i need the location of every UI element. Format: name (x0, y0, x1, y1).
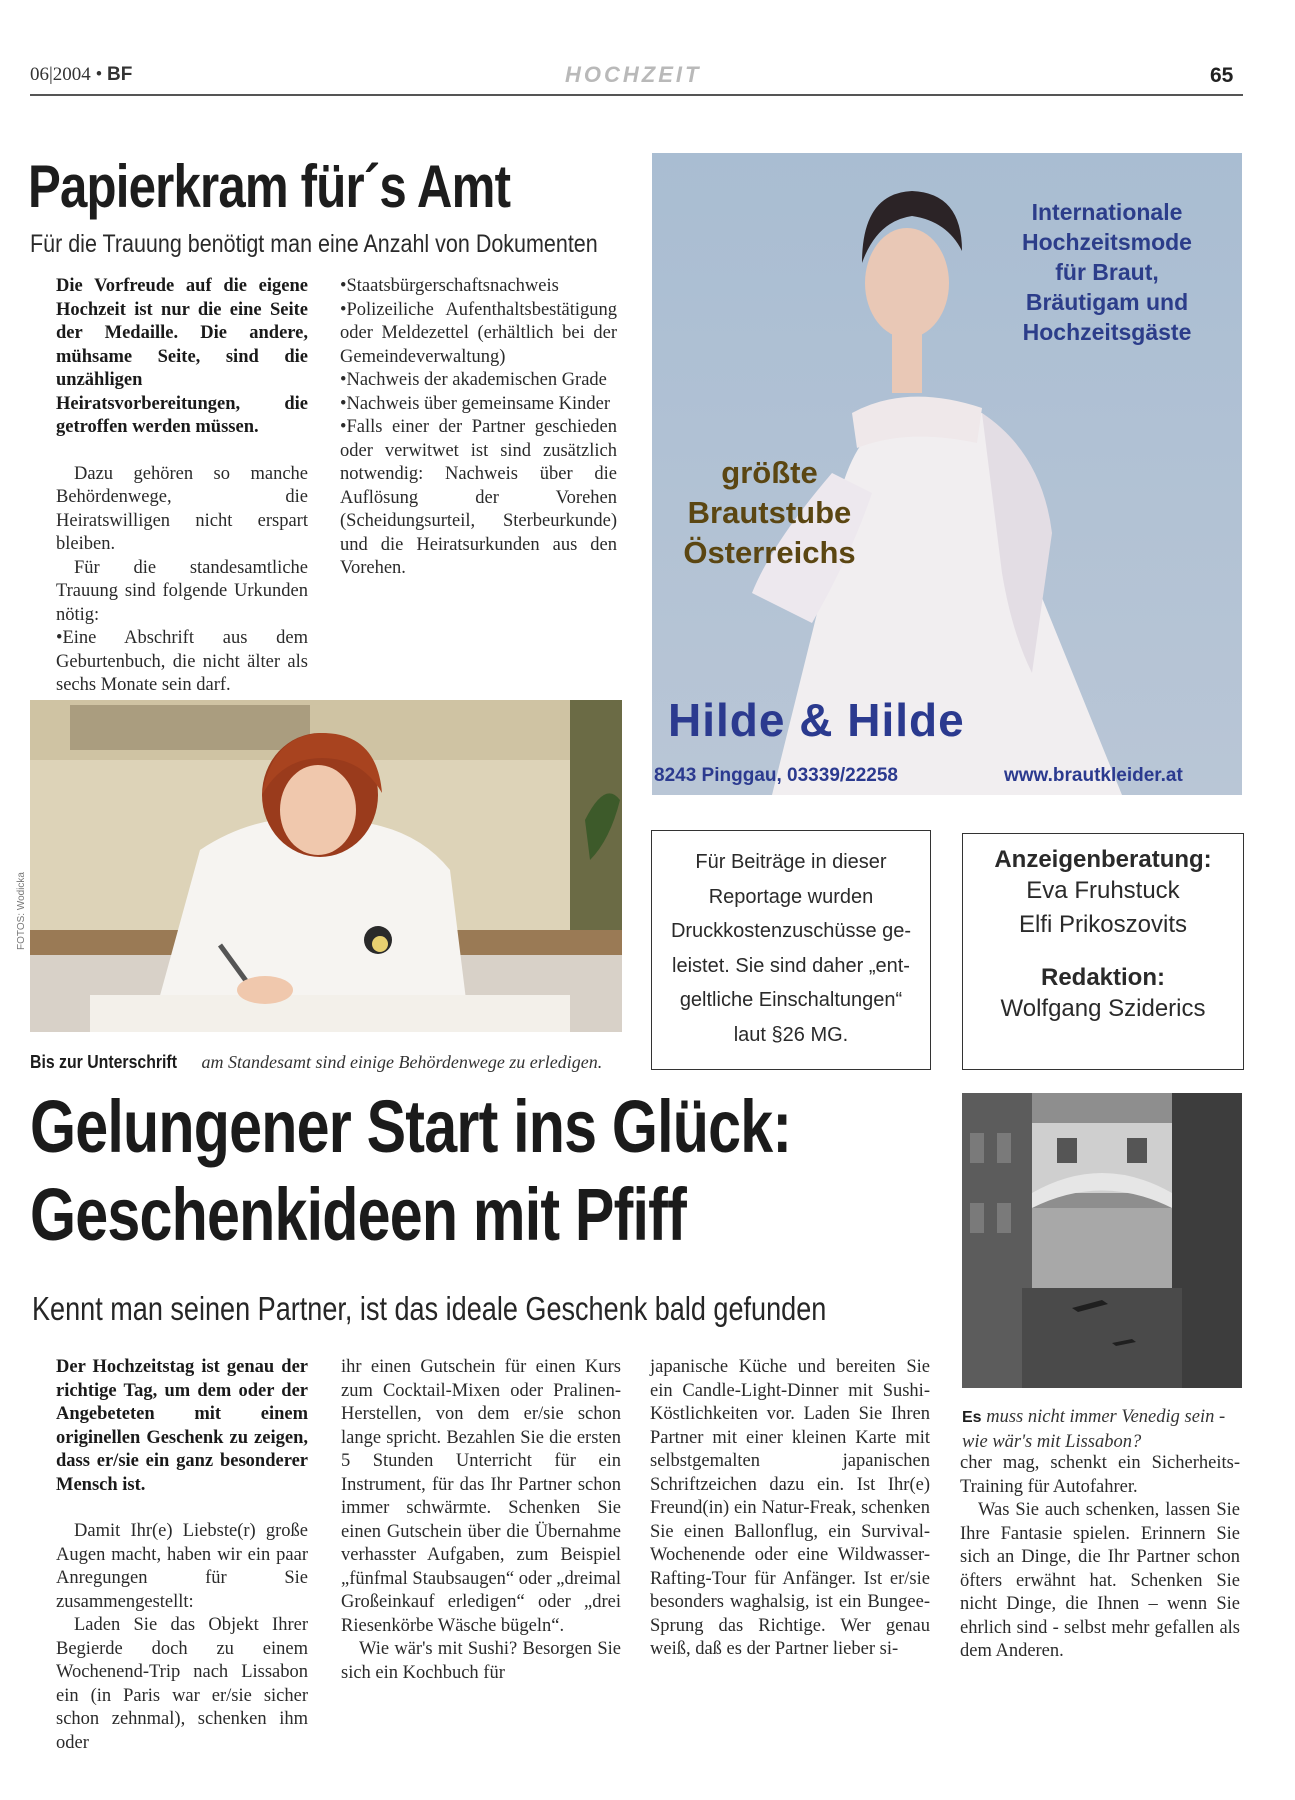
ad-sales-name: Eva Fruhstuck (1026, 877, 1180, 904)
section-label: HOCHZEIT (565, 62, 702, 87)
notice-line: Für Beiträge in dieser (695, 851, 887, 873)
article2-paragraph: Damit Ihr(e) Liebste(r) große Augen macht, haben wir ein paar Anregungen für Sie zusammengestellt: (56, 1521, 308, 1612)
article2-column-2 (341, 1356, 621, 1685)
article2-paragraph: cher mag, schenkt ein Sicherheits-Training für Autofahrer. (960, 1453, 1240, 1497)
ad-headline-line: Internationale (1031, 199, 1183, 225)
article2-paragraph: ihr einen Gutschein für einen Kurs zum Cocktail-Mixen oder Pralinen-Herstellen, von dem er/sie schon lange spricht. Bezahlen Sie die ersten 5 Stunden Unterricht für ein Instrument, für das Ihr Partner schon immer schwärmte. Schenken Sie einen Gutschein über die Übernahme verhasster Aufgaben, zum Beispiel „fünfmal Staubsaugen“ oder „dreimal Großeinkauf erledigen“ oder „drei Riesenkörbe Wäsche bügeln“. (341, 1357, 621, 1636)
issue-number: 06|2004 (30, 64, 91, 85)
article1-subtitle: Für die Trauung benötigt man eine Anzahl von Dokumenten (30, 230, 598, 258)
ad-claim-line: größte (721, 455, 818, 490)
article1-lead: Die Vorfreude auf die eigene Hochzeit ist nur die eine Seite der Medaille. Die andere, mühsame Seite, sind die unzähligen Heiratsvorbereitungen, die getroffen werden müssen. (56, 276, 308, 437)
article2-column-4 (960, 1452, 1240, 1664)
magazine-brand: BF (106, 64, 133, 85)
ad-headline (992, 197, 1222, 347)
ad-headline-line: Hochzeitsmode (1022, 229, 1192, 255)
article2-paragraph: Laden Sie das Objekt Ihrer Begierde doch zu einem Wochenend-Trip nach Lissabon ein (in Paris war er/sie sicher schon zehnmal), schenken ihm oder (56, 1615, 308, 1753)
editorial-heading: Redaktion: (1040, 964, 1165, 991)
venice-canal-photo (962, 1093, 1242, 1388)
document-list-item: •Falls einer der Partner geschieden oder verwitwet ist sind zusätzlich notwendig: Nachweis über die Auflösung der Vorehen (Scheidungsurteil, Sterbeurkunde) und die Heiratsurkunden aus den Vorehen. (340, 417, 617, 578)
article2-title-line-2: Geschenkideen mit Pfiff (30, 1173, 686, 1256)
issue-line (30, 64, 132, 86)
ad-headline-line: für Braut, (1055, 259, 1159, 285)
ad-claim (662, 453, 877, 573)
article1-column-1 (56, 275, 308, 698)
article2-paragraph: japanische Küche und bereiten Sie ein Candle-Light-Dinner mit Sushi-Köstlichkeiten vor. Laden Sie Ihren Partner mit einer kleinen Karte mit selbstgemalten japanischen Schriftzeichen dazu ein. Ist Ihr(e) Freund(in) ein Natur-Freak, schenken Sie einen Ballonflug, ein Survival-Wochenende oder eine Wildwasser-Rafting-Tour für Anfänger. Ist er/sie besonders waghalsig, ist ein Bungee-Sprung das Richtige. Wer genau weiß, daß es der Partner lieber si- (650, 1357, 930, 1659)
article2-title-line-1: Gelungener Start ins Glück: (30, 1085, 792, 1168)
article1-paragraph: Dazu gehören so manche Behördenwege, die Heiratswilligen nicht erspart bleiben. (56, 463, 308, 554)
bridal-shop-advertisement (652, 153, 1242, 795)
notice-line: geltliche Einschaltungen“ (679, 989, 903, 1011)
document-list-item: •Polizeiliche Aufenthaltsbestätigung oder Meldezettel (erhältlich bei der Gemeindeverwaltung) (340, 299, 617, 367)
document-list-item: •Nachweis der akademischen Grade (340, 370, 607, 390)
header-rule (30, 94, 1243, 96)
article1-title: Papierkram für´s Amt (28, 153, 511, 220)
ad-website: www.brautkleider.at (1004, 765, 1183, 786)
article1-paragraph: Für die standesamtliche Trauung sind folgende Urkunden nötig: (56, 557, 308, 625)
ad-sales-heading: Anzeigenberatung: (994, 846, 1212, 873)
article1-column-2 (340, 275, 617, 581)
ad-headline-line: Hochzeitsgäste (1022, 319, 1192, 345)
sponsorship-notice-box (651, 830, 931, 1070)
document-list-item: •Nachweis über gemeinsame Kinder (340, 393, 611, 414)
woman-signing-illustration (30, 700, 622, 1032)
page-number: 65 (1210, 64, 1234, 87)
ad-brand: Hilde & Hilde (668, 694, 965, 746)
photo-caption (30, 1052, 602, 1073)
notice-line: Druckkostenzuschüsse ge- (670, 920, 912, 942)
header-separator: • (95, 64, 103, 85)
caption-lead: Es (962, 1409, 982, 1426)
document-list-item: •Staatsbürgerschaftsnachweis (340, 276, 559, 296)
bridge-of-sighs-illustration (962, 1093, 1242, 1388)
article2-paragraph: Wie wär's mit Sushi? Besorgen Sie sich ein Kochbuch für (341, 1639, 621, 1683)
notice-line: leistet. Sie sind daher „ent- (672, 954, 910, 977)
ad-claim-line: Brautstube (687, 495, 852, 530)
ad-claim-line: Österreichs (683, 535, 856, 570)
article2-subtitle: Kennt man seinen Partner, ist das ideale Geschenk bald gefunden (32, 1290, 827, 1327)
notice-line: Reportage wurden (708, 885, 874, 908)
editorial-name: Wolfgang Sziderics (1000, 995, 1206, 1022)
ad-headline-line: Bräutigam und (1025, 289, 1189, 315)
venice-photo-caption (962, 1405, 1247, 1454)
article2-lead: Der Hochzeitstag ist genau der richtige Tag, um dem oder der Angebeteten mit einem originellen Geschenk zu zeigen, dass er/sie ein ganz besonderer Mensch ist. (56, 1357, 308, 1495)
contact-box (962, 833, 1244, 1070)
caption-lead: Bis zur Unterschrift (30, 1052, 177, 1072)
caption-text: muss nicht immer Venedig sein - wie wär's mit Lissabon? (962, 1407, 1226, 1452)
article2-paragraph: Was Sie auch schenken, lassen Sie Ihre Fantasie spielen. Erinnern Sie sich an Dinge, die Ihr Partner schon öfters erwähnt hat. Schenken Sie nicht Dinge, die Ihnen – wenn Sie ehrlich sind - selbst mehr gefallen als dem Anderen. (960, 1500, 1240, 1661)
ad-address: 8243 Pinggau, 03339/22258 (654, 765, 898, 786)
notice-line: laut §26 MG. (733, 1023, 849, 1046)
article2-column-3 (650, 1356, 930, 1662)
caption-text: am Standesamt sind einige Behördenwege zu erledigen. (197, 1052, 603, 1072)
ad-sales-name: Elfi Prikoszovits (1018, 911, 1188, 938)
registry-office-photo (30, 700, 622, 1032)
photo-credit: FOTOS: Wodicka (16, 872, 27, 950)
document-list-item: •Eine Abschrift aus dem Geburtenbuch, die nicht älter als sechs Monate sein darf. (56, 628, 308, 695)
article2-column-1 (56, 1356, 308, 1755)
